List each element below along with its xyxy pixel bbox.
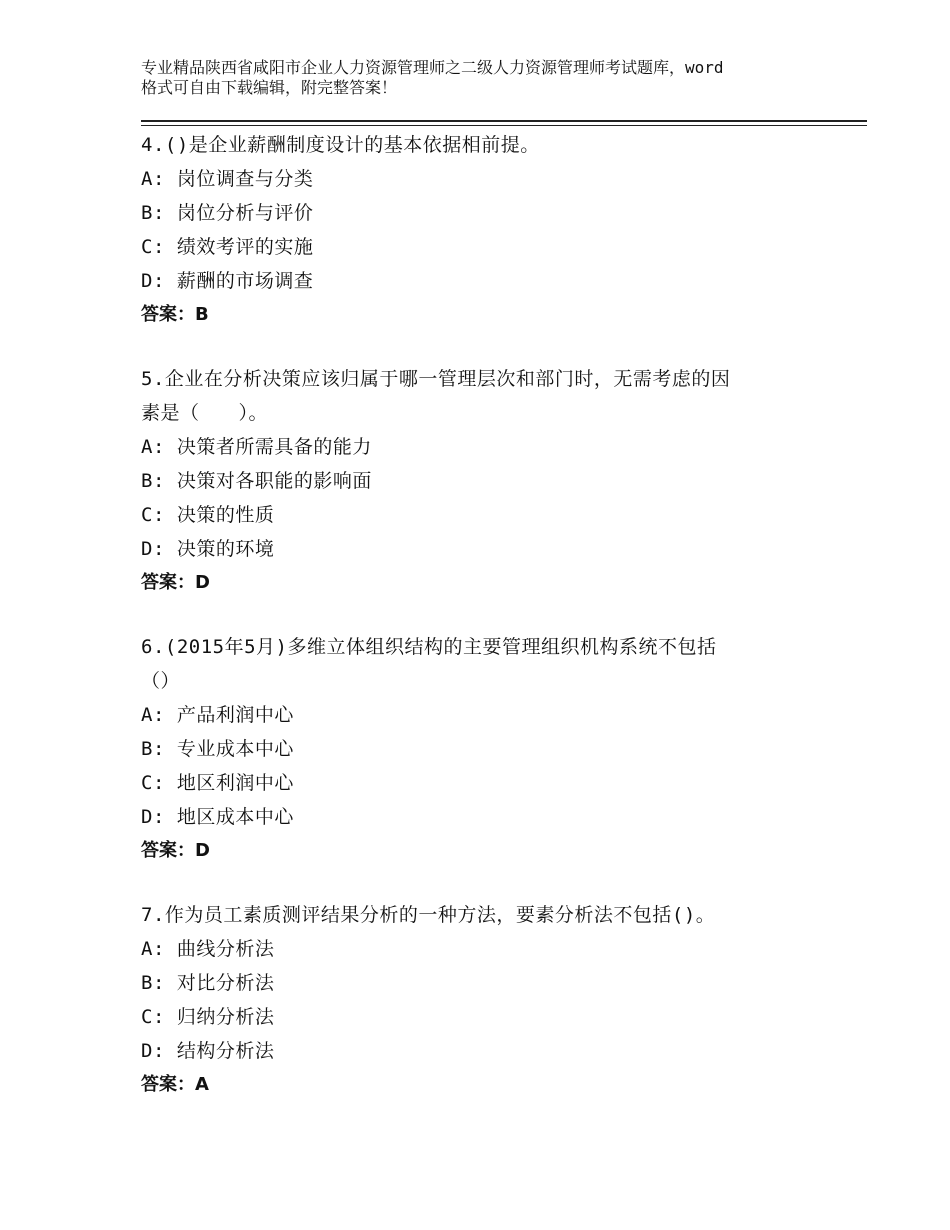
question-stem: 4.()是企业薪酬制度设计的基本依据相前提。 <box>141 134 540 156</box>
option-b: B: 专业成本中心 <box>141 738 294 760</box>
question-list <box>141 128 841 1132</box>
option-b: B: 岗位分析与评价 <box>141 202 314 224</box>
option-a: A: 曲线分析法 <box>141 938 275 960</box>
header-rule-thin <box>141 125 867 126</box>
option-c: C: 决策的性质 <box>141 504 275 526</box>
option-a: A: 岗位调查与分类 <box>141 168 314 190</box>
answer-label: 答案：B <box>141 304 209 325</box>
question-stem-continued: 素是（ ）。 <box>141 402 269 424</box>
question-6 <box>141 630 841 868</box>
option-a: A: 决策者所需具备的能力 <box>141 436 372 458</box>
question-stem-continued: （） <box>141 670 181 692</box>
header-line-1: 专业精品陕西省咸阳市企业人力资源管理师之二级人力资源管理师考试题库，word <box>141 58 724 77</box>
question-stem: 7.作为员工素质测评结果分析的一种方法，要素分析法不包括()。 <box>141 904 716 926</box>
question-stem: 6.(2015年5月)多维立体组织结构的主要管理组织机构系统不包括 <box>141 636 717 658</box>
question-stem: 5.企业在分析决策应该归属于哪一管理层次和部门时，无需考虑的因 <box>141 368 731 390</box>
option-c: C: 地区利润中心 <box>141 772 294 794</box>
option-d: D: 地区成本中心 <box>141 806 294 828</box>
document-header <box>141 58 841 98</box>
header-line-2: 格式可自由下载编辑，附完整答案！ <box>141 78 398 97</box>
question-4 <box>141 128 841 332</box>
option-d: D: 薪酬的市场调查 <box>141 270 314 292</box>
option-c: C: 绩效考评的实施 <box>141 236 314 258</box>
answer-label: 答案：A <box>141 1074 209 1095</box>
question-7 <box>141 898 841 1102</box>
question-5 <box>141 362 841 600</box>
option-d: D: 决策的环境 <box>141 538 275 560</box>
option-d: D: 结构分析法 <box>141 1040 275 1062</box>
option-b: B: 决策对各职能的影响面 <box>141 470 372 492</box>
option-c: C: 归纳分析法 <box>141 1006 275 1028</box>
option-a: A: 产品利润中心 <box>141 704 294 726</box>
option-b: B: 对比分析法 <box>141 972 275 994</box>
answer-label: 答案：D <box>141 840 210 861</box>
answer-label: 答案：D <box>141 572 210 593</box>
header-rule-thick <box>141 120 867 122</box>
